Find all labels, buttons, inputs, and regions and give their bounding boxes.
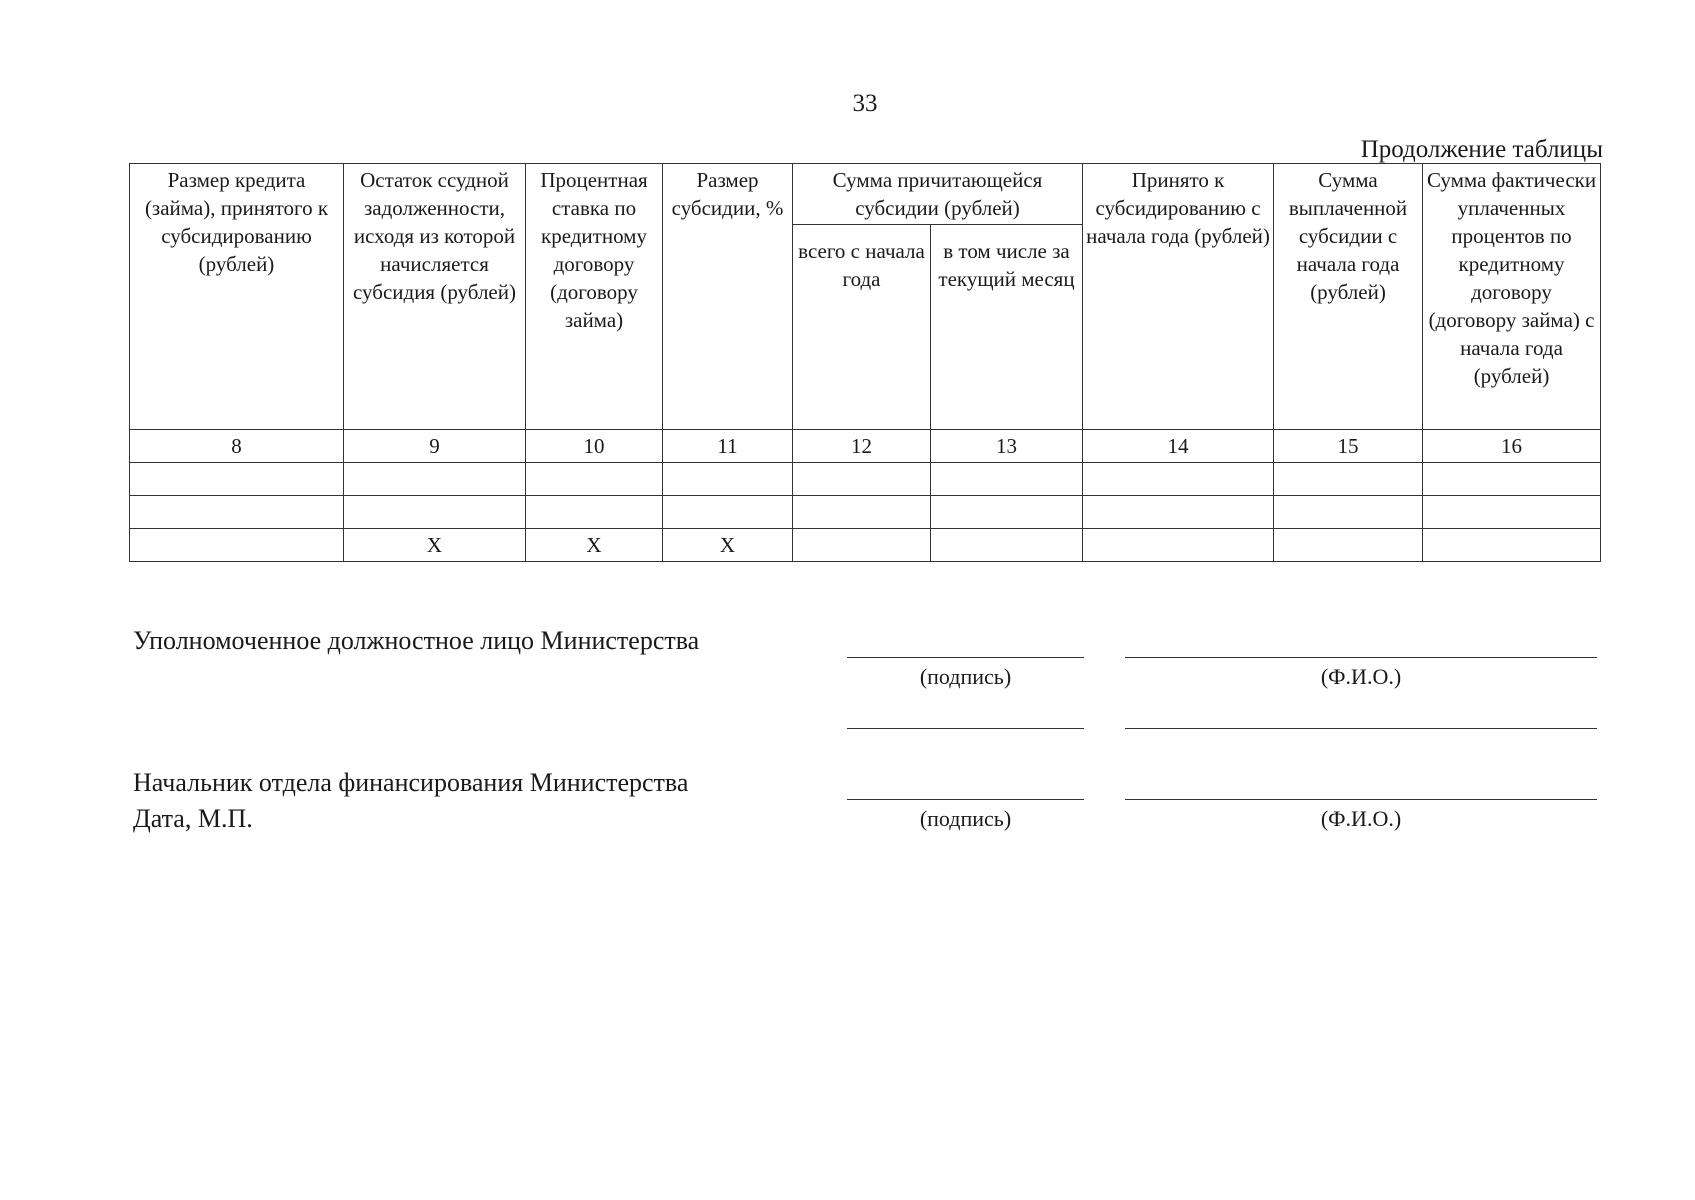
table-cell bbox=[1423, 529, 1601, 562]
table-cell bbox=[793, 496, 931, 529]
table-continuation-label: Продолжение таблицы bbox=[1360, 136, 1603, 163]
table-cell bbox=[931, 463, 1083, 496]
fio-line bbox=[1125, 657, 1597, 658]
header-group-12-13: Сумма причитающейся субсидии (рублей) bbox=[793, 164, 1083, 225]
date-stamp-label: Дата, М.П. bbox=[133, 804, 253, 833]
table-row bbox=[130, 463, 1601, 496]
subsidy-table bbox=[129, 163, 1601, 562]
column-number: 10 bbox=[526, 430, 663, 463]
table-cell: X bbox=[663, 529, 793, 562]
header-col11: Размер субсидии, % bbox=[663, 164, 793, 430]
column-number-row bbox=[130, 430, 1601, 463]
fio-caption: (Ф.И.О.) bbox=[1320, 806, 1402, 831]
header-col10: Процентная ставка по кредитному договору (договору займа) bbox=[526, 164, 663, 430]
table-cell bbox=[130, 496, 344, 529]
table-cell bbox=[526, 496, 663, 529]
table-cell: X bbox=[526, 529, 663, 562]
official-label: Уполномоченное должностное лицо Министерства bbox=[133, 626, 700, 655]
header-col12: всего с начала года bbox=[793, 225, 931, 430]
column-number: 16 bbox=[1423, 430, 1601, 463]
column-number: 14 bbox=[1083, 430, 1274, 463]
table-cell bbox=[1274, 529, 1423, 562]
table-cell bbox=[1083, 496, 1274, 529]
table-cell bbox=[663, 496, 793, 529]
header-col13: в том числе за текущий месяц bbox=[931, 225, 1083, 430]
blank-line bbox=[847, 728, 1084, 729]
table-cell: X bbox=[344, 529, 526, 562]
column-number: 11 bbox=[663, 430, 793, 463]
header-col16: Сумма фактически уплаченных процентов по кредитному договору (договору займа) с начала года (рублей) bbox=[1423, 164, 1601, 430]
column-number: 12 bbox=[793, 430, 931, 463]
table-cell bbox=[130, 463, 344, 496]
table-cell bbox=[1423, 463, 1601, 496]
fio-caption: (Ф.И.О.) bbox=[1320, 664, 1402, 689]
blank-line bbox=[1125, 728, 1597, 729]
head-of-department-label: Начальник отдела финансирования Министерства bbox=[133, 768, 689, 797]
table-cell bbox=[130, 529, 344, 562]
signature-caption: (подпись) bbox=[919, 664, 1012, 689]
table-cell bbox=[793, 463, 931, 496]
fio-line bbox=[1125, 799, 1597, 800]
table-cell bbox=[1274, 496, 1423, 529]
table-cell bbox=[931, 529, 1083, 562]
table-cell bbox=[931, 496, 1083, 529]
signature-caption: (подпись) bbox=[919, 806, 1012, 831]
signature-line bbox=[847, 657, 1084, 658]
table-cell bbox=[1274, 463, 1423, 496]
header-col14: Принято к субсидированию с начала года (рублей) bbox=[1083, 164, 1274, 430]
table-cell bbox=[1083, 529, 1274, 562]
header-col15: Сумма выплаченной субсидии с начала года (рублей) bbox=[1274, 164, 1423, 430]
page-number: 33 bbox=[852, 90, 878, 117]
header-col9: Остаток ссудной задолженности, исходя из которой начисляется субсидия (рублей) bbox=[344, 164, 526, 430]
table-row bbox=[130, 529, 1601, 562]
table-cell bbox=[793, 529, 931, 562]
header-col8: Размер кредита (займа), принятого к субсидированию (рублей) bbox=[130, 164, 344, 430]
table-cell bbox=[663, 463, 793, 496]
column-number: 15 bbox=[1274, 430, 1423, 463]
table-cell bbox=[344, 496, 526, 529]
table-cell bbox=[1423, 496, 1601, 529]
table-cell bbox=[526, 463, 663, 496]
table-row bbox=[130, 496, 1601, 529]
column-number: 9 bbox=[344, 430, 526, 463]
table-cell bbox=[1083, 463, 1274, 496]
column-number: 13 bbox=[931, 430, 1083, 463]
signature-line bbox=[847, 799, 1084, 800]
table-cell bbox=[344, 463, 526, 496]
column-number: 8 bbox=[130, 430, 344, 463]
